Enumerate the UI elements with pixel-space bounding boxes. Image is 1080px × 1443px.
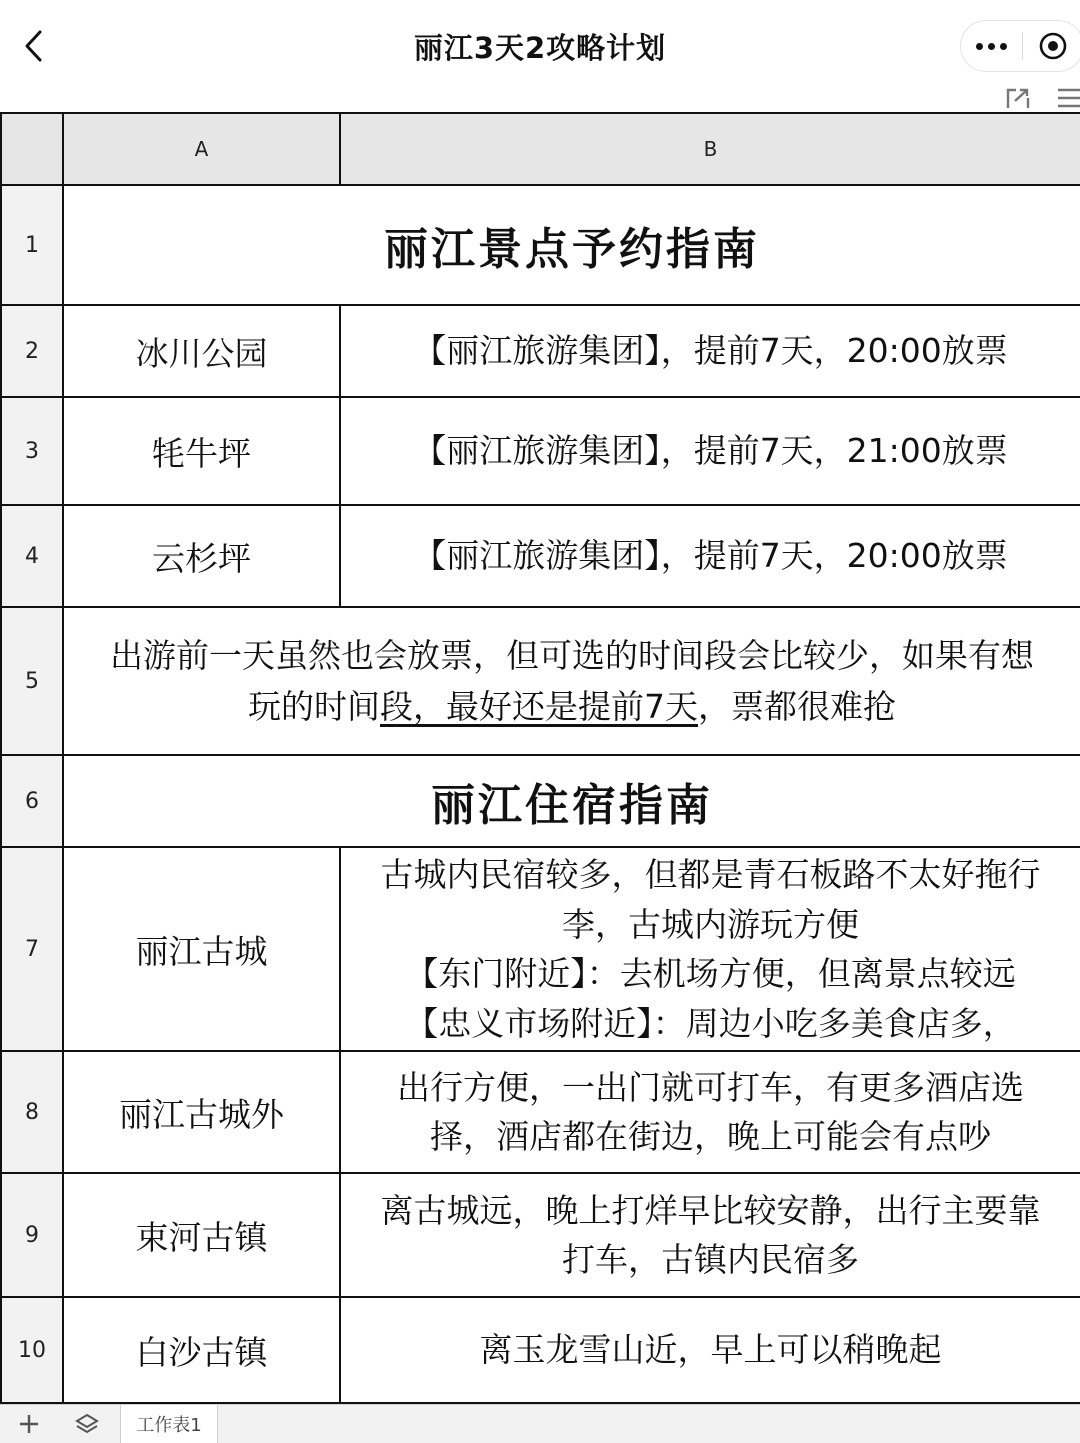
cell-section-title-lodging[interactable]: 丽江住宿指南 (63, 755, 1080, 847)
row-header[interactable]: 4 (1, 505, 63, 607)
sheet-toolbar (1004, 84, 1080, 112)
cell-attraction-name[interactable]: 牦牛坪 (63, 397, 340, 505)
info-line: 打车，古镇内民宿多 (562, 1240, 859, 1279)
row-header[interactable]: 7 (1, 847, 63, 1051)
table-row (1, 1173, 1080, 1297)
row-header[interactable]: 2 (1, 305, 63, 397)
add-sheet-button[interactable] (0, 1413, 58, 1435)
cell-lodging-name[interactable]: 束河古镇 (63, 1173, 340, 1297)
table-row (1, 847, 1080, 1051)
cell-lodging-info[interactable] (340, 847, 1080, 1051)
more-button[interactable] (961, 43, 1022, 50)
cell-booking-note[interactable] (63, 607, 1080, 755)
table-row (1, 755, 1080, 847)
page-title: 丽江3天2攻略计划 (413, 31, 667, 65)
cell-attraction-name[interactable]: 冰川公园 (63, 305, 340, 397)
cell-attraction-info[interactable]: 【丽江旅游集团】，提前7天，21:00放票 (340, 397, 1080, 505)
layers-icon (74, 1412, 100, 1436)
sheet-list-button[interactable] (58, 1412, 116, 1436)
table-row (1, 607, 1080, 755)
row-header[interactable]: 6 (1, 755, 63, 847)
hamburger-menu-icon[interactable] (1052, 86, 1080, 110)
info-line: 择，酒店都在街边，晚上可能会有点吵 (430, 1117, 991, 1156)
table-row (1, 1051, 1080, 1173)
cell-lodging-name[interactable]: 丽江古城外 (63, 1051, 340, 1173)
open-external-icon[interactable] (1004, 86, 1032, 110)
cell-attraction-name[interactable]: 云杉坪 (63, 505, 340, 607)
note-line (64, 681, 1080, 732)
column-header-a[interactable]: A (63, 113, 340, 185)
info-line: 出行方便，一出门就可打车，有更多酒店选 (397, 1067, 1024, 1107)
note-underlined-text: 段，最好还是提前7天 (380, 687, 698, 726)
cell-lodging-info[interactable] (340, 1051, 1080, 1173)
table-row (1, 397, 1080, 505)
info-line: 离古城远，晚上打烊早比较安静，出行主要靠 (380, 1190, 1041, 1230)
cell-section-title-attractions[interactable]: 丽江景点予约指南 (63, 185, 1080, 305)
cell-lodging-info[interactable] (340, 1297, 1080, 1403)
note-line: 出游前一天虽然也会放票，但可选的时间段会比较少，如果有想 (110, 635, 1034, 675)
info-line: 古城内民宿较多，但都是青石板路不太好拖行 (380, 855, 1041, 894)
column-header-row (1, 113, 1080, 185)
note-text: ，票都很难抢 (698, 687, 896, 726)
column-header-b[interactable]: B (340, 113, 1080, 185)
row-header[interactable]: 5 (1, 607, 63, 755)
cell-lodging-name[interactable]: 白沙古镇 (63, 1297, 340, 1403)
close-button[interactable] (1022, 31, 1080, 61)
table-row (1, 185, 1080, 305)
info-line: 【东门附近】：去机场方便，但离景点较远 (405, 954, 1016, 993)
table-row (1, 505, 1080, 607)
cell-attraction-info[interactable]: 【丽江旅游集团】，提前7天，20:00放票 (340, 305, 1080, 397)
row-header[interactable]: 1 (1, 185, 63, 305)
plus-icon (18, 1413, 40, 1435)
info-line: 离玉龙雪山近，早上可以稍晚起 (479, 1330, 942, 1370)
sheet-tab-active[interactable]: 工作表1 (120, 1405, 218, 1443)
row-header[interactable]: 3 (1, 397, 63, 505)
row-header[interactable]: 8 (1, 1051, 63, 1173)
cell-attraction-info[interactable]: 【丽江旅游集团】，提前7天，20:00放票 (340, 505, 1080, 607)
table-row (1, 1297, 1080, 1403)
row-header[interactable]: 9 (1, 1173, 63, 1297)
info-line: 【忠义市场附近】：周边小吃多美食店多， (405, 1003, 1016, 1043)
select-all-corner[interactable] (1, 113, 63, 185)
cell-lodging-info[interactable] (340, 1173, 1080, 1297)
note-text: 玩的时间 (248, 687, 380, 726)
table-row (1, 305, 1080, 397)
spreadsheet-grid (0, 112, 1080, 1404)
top-nav-bar (0, 0, 1080, 96)
sheet-tab-bar (0, 1404, 1080, 1443)
more-dots-icon (976, 43, 983, 50)
cell-lodging-name[interactable]: 丽江古城 (63, 847, 340, 1051)
row-header[interactable]: 10 (1, 1297, 63, 1403)
target-circle-icon (1038, 31, 1068, 61)
mini-program-capsule (960, 20, 1080, 72)
info-line: 李，古城内游玩方便 (562, 904, 859, 944)
